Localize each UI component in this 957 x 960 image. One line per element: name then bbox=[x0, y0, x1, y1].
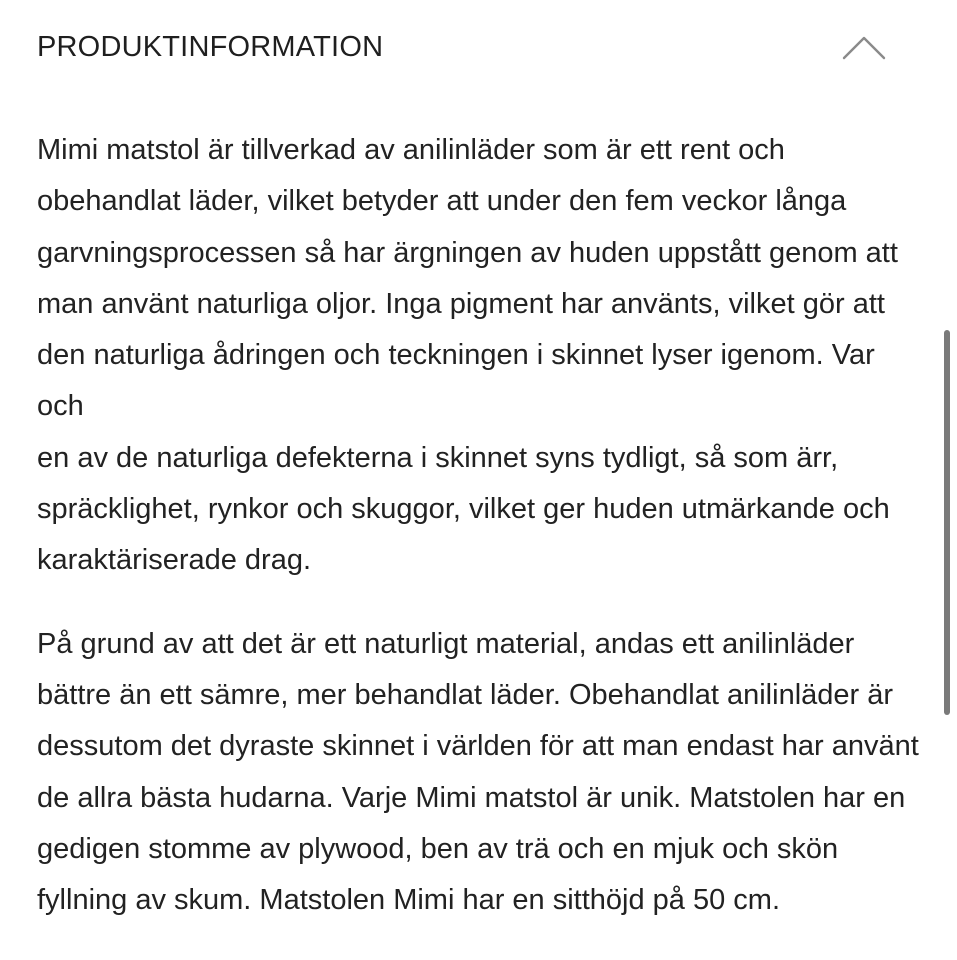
description-paragraph: Mimi matstol är tillverkad av anilinläder som är ett rent och obehandlat läder, vilket betyder att under den fem veckor långa garvningsprocessen så har ärgningen av huden uppstått genom att man använt naturliga oljor. Inga pigment har använts, vilket gör att den naturliga ådringen och teckningen i skinnet lyser igenom. Var och en av de naturliga defekterna i skinnet syns tydligt, så som ärr, spräcklighet, rynkor och skuggor, vilket ger huden utmärkande och karaktäriserade drag. bbox=[37, 134, 898, 577]
description-paragraph: På grund av att det är ett naturligt material, andas ett anilinläder bättre än ett sämre, mer behandlat läder. Obehandlat anilinläder är dessutom det dyraste skinnet i världen för att man endast har använt de allra bästa hudarna. Varje Mimi matstol är unik. Matstolen har en gedigen stomme av plywood, ben av trä och en mjuk och skön fyllning av skum. Matstolen Mimi har en sitthöjd på 50 cm. bbox=[37, 627, 919, 917]
vertical-scrollbar[interactable] bbox=[944, 330, 950, 715]
scrollbar-thumb[interactable] bbox=[944, 330, 950, 715]
accordion-header-produktinformation[interactable] bbox=[37, 24, 887, 70]
chevron-up-icon[interactable] bbox=[841, 33, 887, 61]
section-title: PRODUKTINFORMATION bbox=[37, 30, 384, 63]
product-description bbox=[37, 125, 922, 926]
